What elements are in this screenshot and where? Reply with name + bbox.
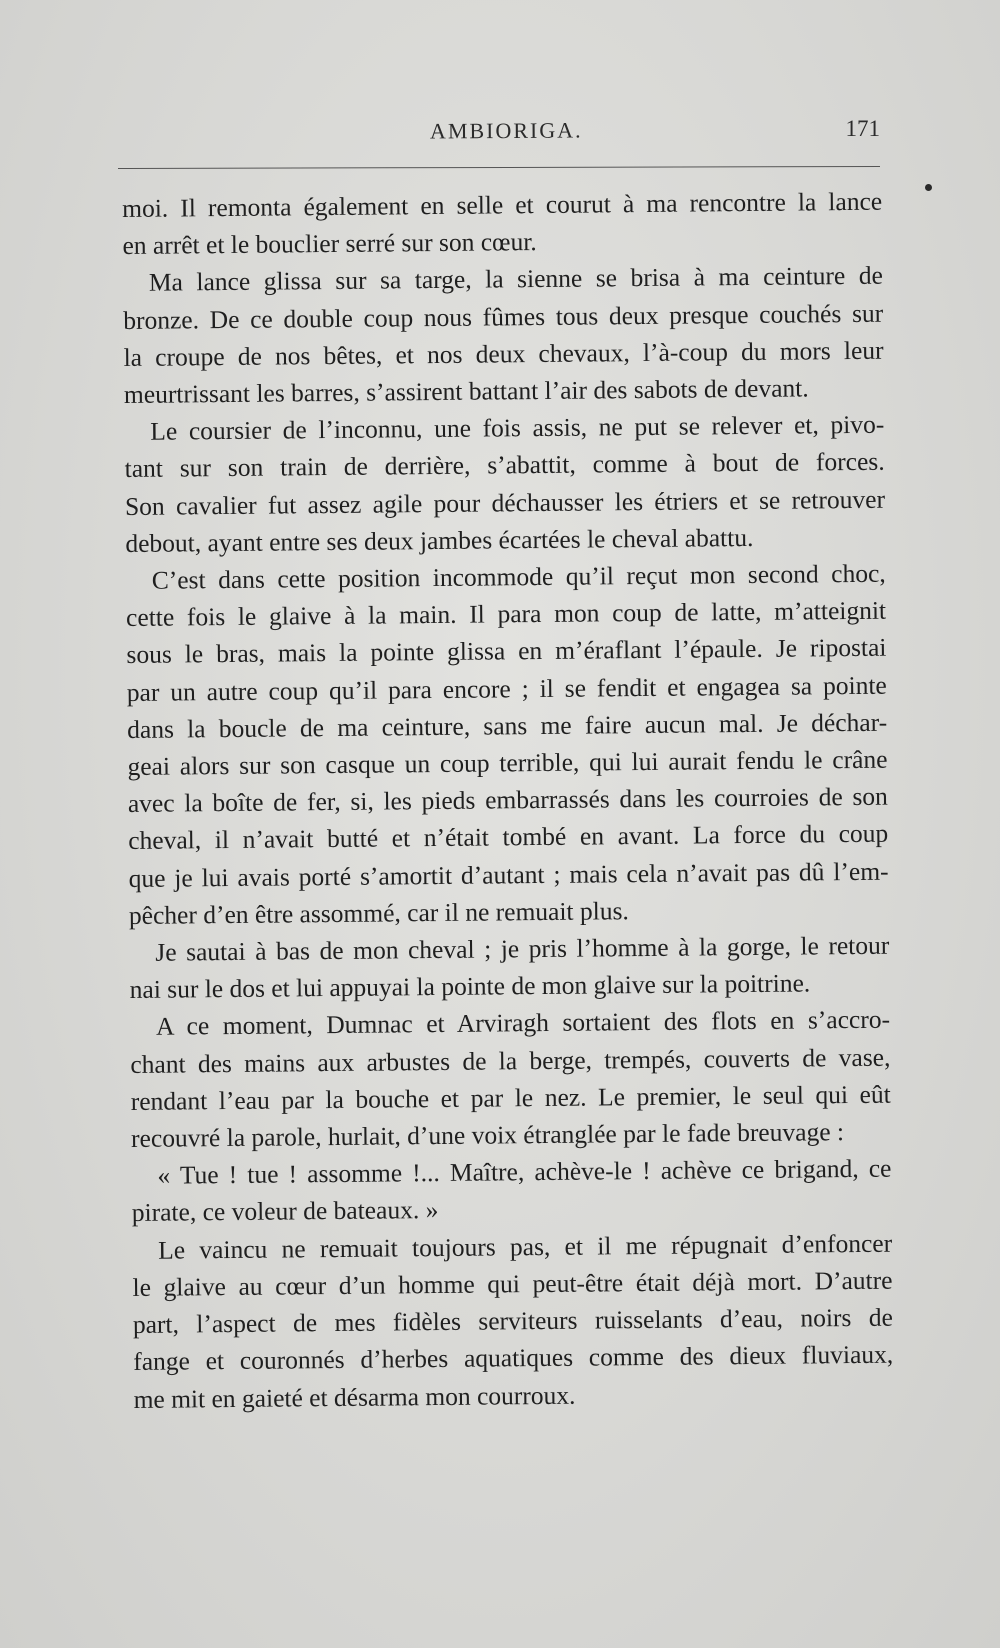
text-line: nai sur le dos et lui appuyai la pointe de mon glaive sur la poitrine. — [129, 968, 811, 1005]
running-title: AMBIORIGA. — [429, 117, 583, 144]
text-line: avec la boîte de fer, si, les pieds embarrassés dans les courroies de son — [127, 781, 888, 819]
text-line: par un autre coup qu’il para encore ; il se fendit et engagea sa pointe — [126, 670, 887, 707]
text-line: que je lui avais porté s’amortit d’autant ; mais cela n’avait pas dû l’em- — [128, 856, 889, 893]
text-line: pêcher d’en être assommé, car il ne remuait plus. — [128, 896, 629, 930]
page-header — [120, 118, 880, 148]
text-line: pirate, ce voleur de bateaux. » — [131, 1195, 439, 1228]
text-line: tant sur son train de derrière, s’abattit, comme à bout de forces. — [124, 447, 885, 484]
text-line: en arrêt et le bouclier serré sur son cœur. — [122, 227, 537, 261]
text-line: Ma lance glissa sur sa targe, la sienne se brisa à ma ceinture de — [148, 261, 883, 298]
text-line: dans la boucle de ma ceinture, sans me faire aucun mal. Je déchar- — [127, 707, 888, 744]
text-line: cette fois le glaive à la main. Il para mon coup de latte, m’atteignit — [125, 595, 887, 633]
text-line: chant des mains aux arbustes de la berge, trempés, couverts de vase, — [130, 1042, 891, 1079]
text-line: Le coursier de l’inconnu, une fois assis, ne put se relever et, pivo- — [150, 409, 885, 446]
header-rule — [118, 166, 880, 169]
text-line: la croupe de nos bêtes, et nos deux chevaux, l’à-coup du mors leur — [123, 335, 884, 372]
page-number: 171 — [845, 116, 880, 141]
text-line: Je sautai à bas de mon cheval ; je pris l’homme à la gorge, le retour — [155, 930, 890, 967]
text-line: « Tue ! tue ! assomme !... Maître, achève-le ! achève ce brigand, ce — [157, 1153, 892, 1190]
text-line: Son cavalier fut assez agile pour déchausser les étriers et se retrouver — [124, 484, 886, 521]
text-line: geai alors sur son casque un coup terrible, qui lui aurait fendu le crâne — [127, 744, 888, 782]
text-line: bronze. De ce double coup nous fûmes tous deux presque couchés sur — [123, 298, 884, 335]
body-text — [122, 183, 894, 1418]
text-line: A ce moment, Dumnac et Arviragh sortaient des flots en s’accro- — [155, 1005, 891, 1042]
text-line: recouvré la parole, hurlait, d’une voix étranglée par le fade breuvage : — [130, 1117, 845, 1154]
text-line: le glaive au cœur d’un homme qui peut-être était déjà mort. D’autre — [132, 1265, 893, 1302]
text-line: me mit en gaieté et désarma mon courroux. — [133, 1380, 576, 1414]
text-line: Le vaincu ne remuait toujours pas, et il me répugnait d’enfoncer — [158, 1228, 893, 1265]
text-line: debout, ayant entre ses deux jambes écartées le cheval abattu. — [125, 522, 754, 558]
ink-speck — [925, 184, 932, 191]
text-line: sous le bras, mais la pointe glissa en m’éraflant l’épaule. Je ripostai — [126, 633, 887, 670]
text-line: fange et couronnés d’herbes aquatiques comme des dieux fluviaux, — [133, 1339, 894, 1377]
text-line: part, l’aspect de mes fidèles serviteurs ruisselants d’eau, noirs de — [132, 1302, 893, 1340]
text-line: moi. Il remonta également en selle et courut à ma rencontre la lance — [122, 186, 883, 223]
text-line: C’est dans cette position incommode qu’il reçut mon second choc, — [151, 558, 886, 595]
text-line: rendant l’eau par la bouche et par le nez. Le premier, le seul qui eût — [130, 1079, 891, 1116]
text-line: meurtrissant les barres, s’assirent battant l’air des sabots de devant. — [123, 373, 809, 410]
text-line: cheval, il n’avait butté et n’était tombé en avant. La force du coup — [128, 819, 889, 856]
